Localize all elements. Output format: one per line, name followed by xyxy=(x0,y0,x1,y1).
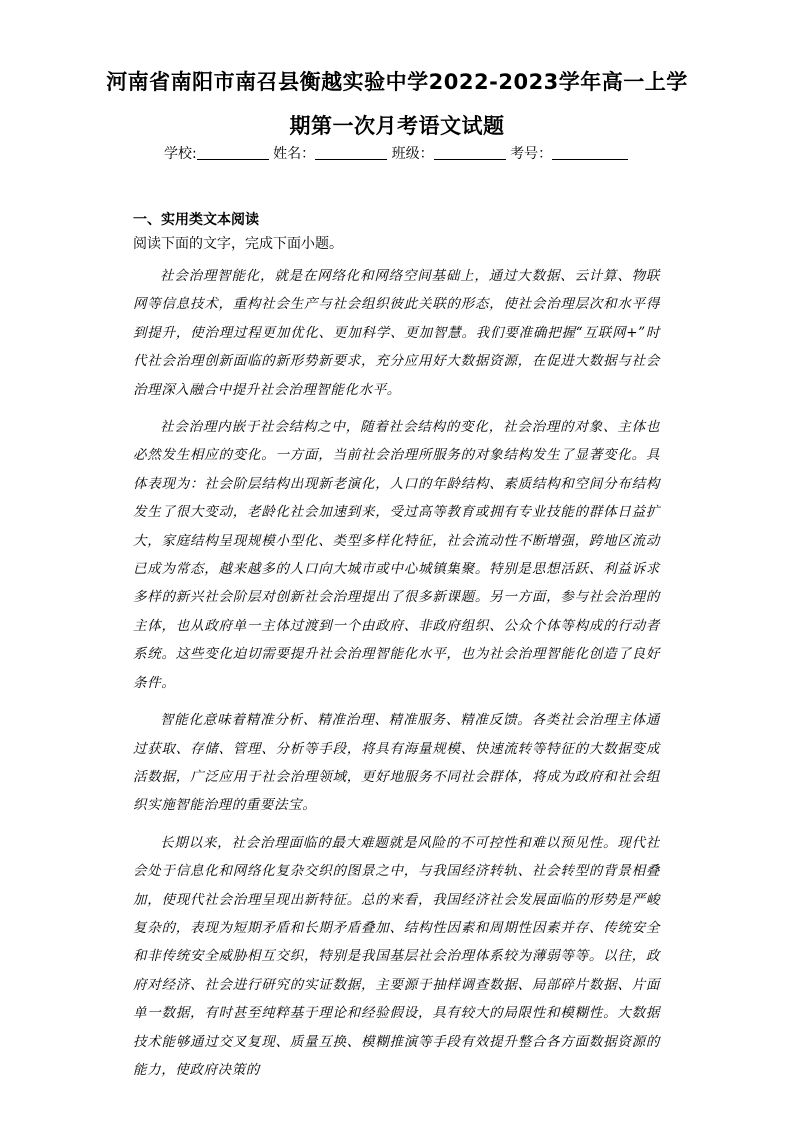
passage-paragraph: 社会治理内嵌于社会结构之中，随着社会结构的变化，社会治理的对象、主体也必然发生相应的变化。一方面，当前社会治理所服务的对象结构发生了显著变化。具体表现为：社会阶层结构出现新老演化，人口的年龄结构、素质结构和空间分布结构发生了很大变动，老龄化社会加速到来，受过高等教育或拥有专业技能的群体日益扩大，家庭结构呈现规模小型化、类型多样化特征，社会流动性不断增强，跨地区流动已成为常态，越来越多的人口向大城市或中心城镇集聚。特别是思想活跃、利益诉求多样的新兴社会阶层对创新社会治理提出了很多新课题。另一方面，参与社会治理的主体，也从政府单一主体过渡到一个由政府、非政府组织、公众个体等构成的行动者系统。这些变化迫切需要提升社会治理智能化水平，也为社会治理智能化创造了良好条件。 xyxy=(133,419,660,691)
student-info-row xyxy=(164,143,628,163)
passage-paragraph: 社会治理智能化，就是在网络化和网络空间基础上，通过大数据、云计算、物联网等信息技术，重构社会生产与社会组织彼此关联的形态，使社会治理层次和水平得到提升，使治理过程更加优化、更加科学、更加智慧。我们要准确把握“互联网+”时代社会治理创新面临的新形势新要求，充分应用好大数据资源，在促进大数据与社会治理深入融合中提升社会治理智能化水平。 xyxy=(133,268,660,398)
id-blank[interactable] xyxy=(552,145,628,160)
passage-paragraph: 长期以来，社会治理面临的最大难题就是风险的不可控性和难以预见性。现代社会处于信息化和网络化复杂交织的图景之中，与我国经济转轨、社会转型的背景相叠加，使现代社会治理呈现出新特征。总的来看，我国经济社会发展面临的形势是严峻复杂的，表现为短期矛盾和长期矛盾叠加、结构性因素和周期性因素并存、传统安全和非传统安全威胁相互交织，特别是我国基层社会治理体系较为薄弱等等。以往，政府对经济、社会进行研究的实证数据，主要源于抽样调查数据、局部碎片数据、片面单一数据，有时甚至纯粹基于理论和经验假设，具有较大的局限性和模糊性。大数据技术能够通过交叉复现、质量互换、模糊推演等手段有效提升整合各方面数据资源的能力，使政府决策的 xyxy=(133,834,660,1078)
name-blank[interactable] xyxy=(315,145,387,160)
school-label: 学校: xyxy=(164,146,197,162)
reading-passage xyxy=(133,262,660,1093)
class-blank[interactable] xyxy=(434,145,506,160)
exam-title-line-2: 期第一次月考语文试题 xyxy=(289,114,505,138)
section-instruction: 阅读下面的文字，完成下面小题。 xyxy=(133,236,343,252)
school-blank[interactable] xyxy=(197,145,269,160)
id-label: 考号： xyxy=(510,146,553,162)
name-label: 姓名： xyxy=(273,146,316,162)
section-heading: 一、实用类文本阅读 xyxy=(133,212,259,228)
passage-paragraph: 智能化意味着精准分析、精准治理、精准服务、精准反馈。各类社会治理主体通过获取、存储、管理、分析等手段，将具有海量规模、快速流转等特征的大数据变成活数据，广泛应用于社会治理领域，更好地服务不同社会群体，将成为政府和社会组织实施智能治理的重要法宝。 xyxy=(133,712,660,814)
class-label: 班级： xyxy=(391,146,434,162)
exam-title-line-1: 河南省南阳市南召县衡越实验中学2022-2023学年高一上学 xyxy=(106,70,688,94)
